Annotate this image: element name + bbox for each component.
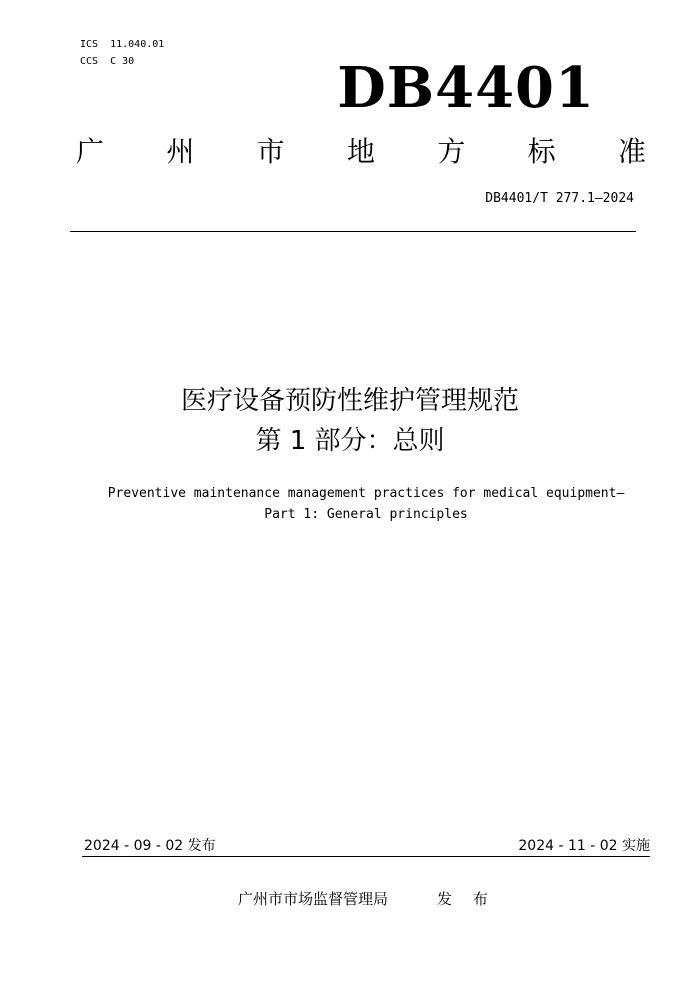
title-cn-part: 第 1 部分：总则 (255, 426, 445, 456)
standard-type-char: 准 (617, 135, 646, 168)
title-en-part: Part 1: General principles (264, 507, 468, 522)
standard-code: DB4401 (337, 55, 595, 121)
classification-codes (80, 36, 164, 70)
standard-type-char: 市 (256, 135, 285, 168)
standard-type-char: 广 (76, 135, 105, 168)
publisher-name: 广州市市场监督管理局 (238, 890, 389, 908)
standard-type-char: 地 (346, 135, 375, 168)
standard-number: DB4401/T 277.1—2024 (485, 191, 634, 206)
bottom-divider (82, 856, 650, 857)
ccs-code: CCS C 30 (80, 56, 135, 67)
implementation-date: 2024 - 11 - 02 实施 (518, 838, 650, 854)
standard-type (76, 134, 646, 170)
ics-code: ICS 11.040.01 (80, 39, 165, 50)
standard-type-char: 州 (166, 135, 195, 168)
standard-type-char: 标 (527, 135, 556, 168)
title-cn-main: 医疗设备预防性维护管理规范 (180, 386, 519, 416)
title-en-main: Preventive maintenance management practices for medical equipment— (107, 486, 625, 501)
top-divider (70, 231, 636, 232)
publish-label: 发 布 (437, 890, 496, 908)
standard-type-char: 方 (437, 135, 466, 168)
issue-date: 2024 - 09 - 02 发布 (84, 838, 216, 854)
